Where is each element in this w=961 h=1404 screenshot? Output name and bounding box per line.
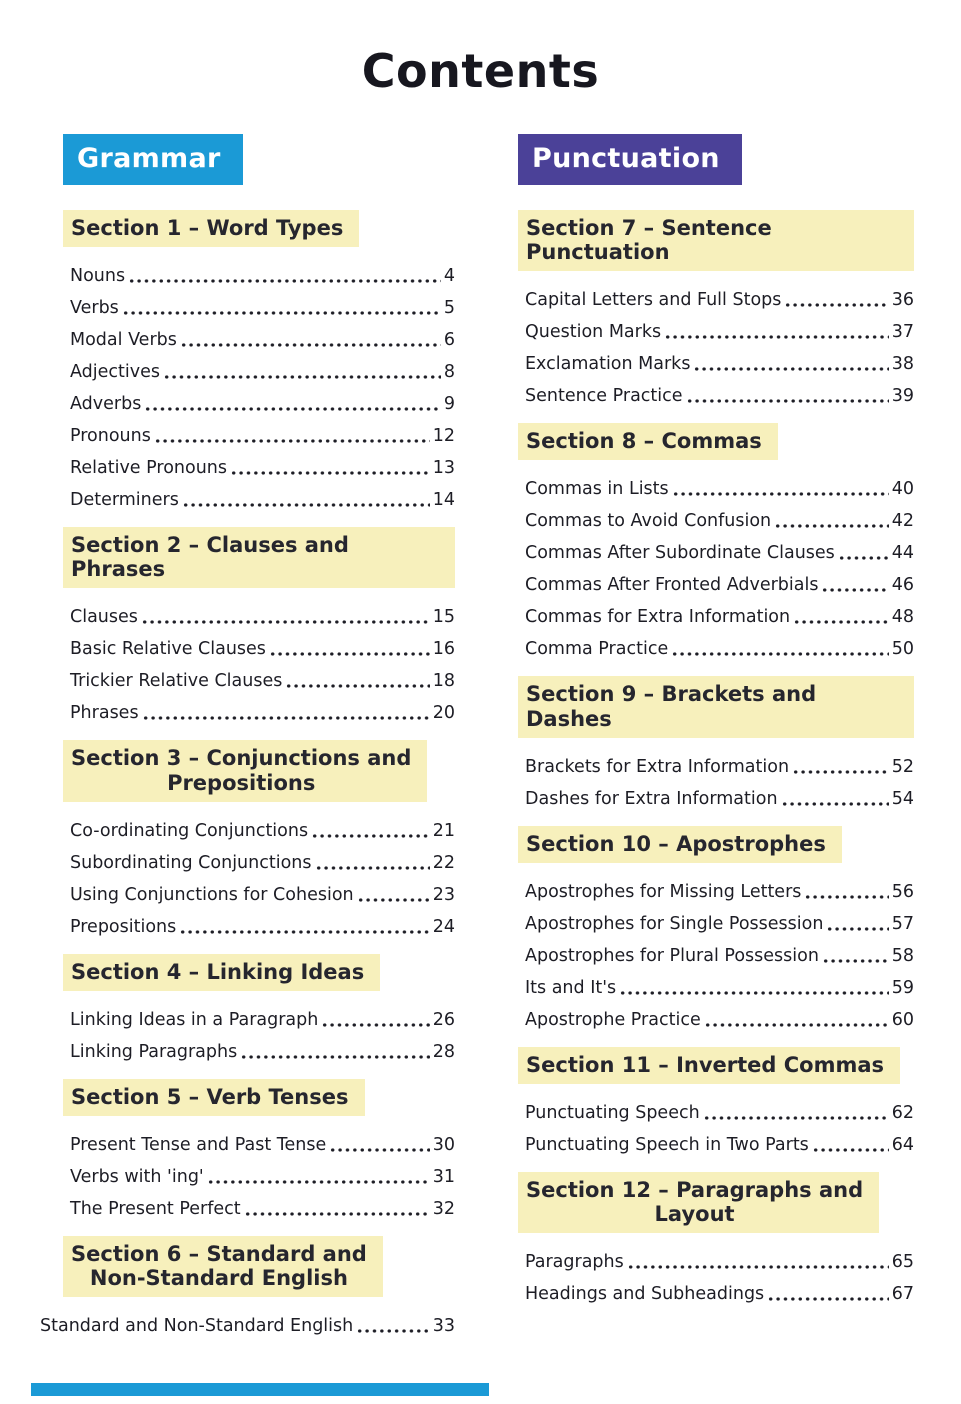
toc-entry-page: 59 xyxy=(891,977,914,998)
toc-entry-label: Paragraphs xyxy=(525,1252,624,1273)
toc-entry xyxy=(518,501,914,533)
section-heading xyxy=(518,423,778,460)
toc-entry xyxy=(63,693,455,725)
toc-entry xyxy=(63,384,455,416)
dot-leader xyxy=(792,762,889,779)
dot-leader xyxy=(240,1047,430,1064)
toc-entry-page: 30 xyxy=(432,1134,455,1155)
toc-entry-page: 42 xyxy=(891,511,914,532)
toc-entry xyxy=(63,843,455,875)
toc-entry-label: Prepositions xyxy=(70,916,177,937)
toc-entry-label: Linking Ideas in a Paragraph xyxy=(70,1009,319,1030)
section-entries xyxy=(40,1306,455,1338)
section-entries xyxy=(63,1000,455,1064)
toc-entry-page: 56 xyxy=(891,881,914,902)
toc-entry-label: Its and It's xyxy=(525,977,617,998)
dot-leader xyxy=(142,709,430,726)
toc-entry xyxy=(518,597,914,629)
section-heading-line1: Section 12 – Paragraphs and xyxy=(526,1177,864,1202)
toc-entry-label: Verbs xyxy=(70,298,119,319)
punctuation-sections xyxy=(518,210,914,1306)
toc-section xyxy=(518,1047,914,1157)
section-heading-line1: Section 1 – Word Types xyxy=(71,216,344,240)
dot-leader xyxy=(269,645,430,662)
dot-leader xyxy=(704,1015,889,1032)
section-heading xyxy=(518,1047,900,1084)
toc-entry-page: 60 xyxy=(891,1009,914,1030)
toc-entry xyxy=(518,747,914,779)
dot-leader xyxy=(311,826,430,843)
toc-entry-label: Punctuating Speech in Two Parts xyxy=(525,1134,809,1155)
toc-section xyxy=(518,826,914,1032)
section-heading-line1: Section 7 – Sentence Punctuation xyxy=(526,216,772,265)
toc-section xyxy=(518,676,914,810)
toc-entry-label: Trickier Relative Clauses xyxy=(70,671,283,692)
toc-entry xyxy=(63,661,455,693)
toc-entry xyxy=(63,1125,455,1157)
toc-entry xyxy=(518,1093,914,1125)
toc-entry xyxy=(518,1274,914,1306)
toc-entry-page: 64 xyxy=(891,1134,914,1155)
dot-leader xyxy=(767,1290,889,1307)
column-header-punctuation: Punctuation xyxy=(518,134,742,185)
toc-entry xyxy=(63,320,455,352)
punctuation-column xyxy=(518,134,914,1353)
toc-entry-page: 46 xyxy=(891,575,914,596)
section-entries xyxy=(63,256,455,512)
section-entries xyxy=(518,1242,914,1306)
dot-leader xyxy=(315,858,430,875)
toc-entry-label: Commas in Lists xyxy=(525,479,669,500)
toc-entry xyxy=(518,469,914,501)
dot-leader xyxy=(664,328,889,345)
toc-entry xyxy=(518,344,914,376)
toc-entry-label: Modal Verbs xyxy=(70,330,177,351)
toc-entry-page: 8 xyxy=(443,362,455,383)
toc-entry xyxy=(63,629,455,661)
toc-entry xyxy=(518,968,914,1000)
toc-entry-page: 65 xyxy=(891,1252,914,1273)
dot-leader xyxy=(329,1140,429,1157)
toc-entry-label: Headings and Subheadings xyxy=(525,1284,765,1305)
dot-leader xyxy=(356,1322,429,1339)
dot-leader xyxy=(163,368,441,385)
toc-entry xyxy=(518,280,914,312)
dot-leader xyxy=(244,1204,430,1221)
toc-section xyxy=(63,954,455,1064)
toc-entry-page: 23 xyxy=(432,884,455,905)
dot-leader xyxy=(141,613,430,630)
toc-section xyxy=(63,1079,455,1221)
toc-entry xyxy=(518,1000,914,1032)
toc-section xyxy=(63,740,455,938)
toc-entry-page: 15 xyxy=(432,607,455,628)
toc-entry-page: 18 xyxy=(432,671,455,692)
toc-entry-label: Commas After Subordinate Clauses xyxy=(525,543,835,564)
dot-leader xyxy=(693,360,888,377)
dot-leader xyxy=(128,272,441,289)
toc-entry xyxy=(518,1125,914,1157)
section-heading xyxy=(63,1079,365,1116)
section-entries xyxy=(63,597,455,725)
section-heading-line2: Layout xyxy=(654,1202,735,1227)
dot-leader xyxy=(619,983,889,1000)
toc-entry-label: Comma Practice xyxy=(525,639,669,660)
toc-section xyxy=(40,1236,455,1338)
section-entries xyxy=(518,469,914,661)
toc-entry-label: Adjectives xyxy=(70,362,160,383)
section-heading xyxy=(63,740,427,801)
dot-leader xyxy=(144,400,441,417)
toc-entry-page: 4 xyxy=(443,266,455,287)
toc-entry-label: Commas to Avoid Confusion xyxy=(525,511,772,532)
toc-section xyxy=(518,210,914,408)
toc-entry xyxy=(518,312,914,344)
toc-entry xyxy=(40,1306,455,1338)
toc-entry-label: Nouns xyxy=(70,266,126,287)
toc-entry-label: Using Conjunctions for Cohesion xyxy=(70,884,354,905)
toc-entry xyxy=(518,872,914,904)
toc-entry-label: The Present Perfect xyxy=(70,1198,241,1219)
toc-entry-page: 36 xyxy=(891,290,914,311)
grammar-column xyxy=(40,134,455,1353)
dot-leader xyxy=(838,549,889,566)
toc-entry-page: 20 xyxy=(432,703,455,724)
dot-leader xyxy=(230,464,430,481)
section-heading-line2: Non-Standard English xyxy=(89,1266,348,1291)
toc-entry-label: Relative Pronouns xyxy=(70,458,227,479)
toc-entry-page: 37 xyxy=(891,322,914,343)
section-entries xyxy=(518,1093,914,1157)
section-heading xyxy=(63,954,380,991)
section-heading-line1: Section 11 – Inverted Commas xyxy=(526,1052,885,1077)
toc-entry-label: Subordinating Conjunctions xyxy=(70,852,312,873)
section-entries xyxy=(63,1125,455,1221)
section-heading-line2: Prepositions xyxy=(167,770,316,795)
toc-entry-page: 33 xyxy=(432,1316,455,1337)
dot-leader xyxy=(321,1015,429,1032)
section-heading-line1: Section 6 – Standard and xyxy=(71,1241,367,1266)
footer-accent-bar xyxy=(31,1383,489,1396)
toc-entry-label: Linking Paragraphs xyxy=(70,1041,238,1062)
dot-leader xyxy=(182,496,430,513)
section-heading xyxy=(63,1236,383,1297)
dot-leader xyxy=(671,645,889,662)
section-heading-line1: Section 5 – Verb Tenses xyxy=(71,1084,349,1109)
toc-section xyxy=(518,1172,914,1306)
toc-entry xyxy=(63,907,455,939)
toc-entry-page: 54 xyxy=(891,788,914,809)
toc-entry xyxy=(518,533,914,565)
toc-entry-page: 12 xyxy=(432,426,455,447)
toc-entry-page: 39 xyxy=(891,386,914,407)
toc-entry xyxy=(63,256,455,288)
toc-entry-page: 14 xyxy=(432,490,455,511)
toc-entry-page: 50 xyxy=(891,639,914,660)
toc-entry xyxy=(63,1189,455,1221)
toc-entry-page: 22 xyxy=(432,852,455,873)
toc-entry-label: Verbs with 'ing' xyxy=(70,1166,204,1187)
toc-entry xyxy=(63,1000,455,1032)
dot-leader xyxy=(179,922,429,939)
section-heading-line1: Section 2 – Clauses and Phrases xyxy=(71,533,349,582)
toc-entry xyxy=(63,448,455,480)
grammar-sections xyxy=(40,210,455,1338)
page-title: Contents xyxy=(361,44,600,98)
toc-entry-label: Adverbs xyxy=(70,394,142,415)
toc-entry-page: 5 xyxy=(443,298,455,319)
toc-entry xyxy=(63,1032,455,1064)
dot-leader xyxy=(826,919,888,936)
toc-entry xyxy=(63,811,455,843)
dot-leader xyxy=(774,517,889,534)
toc-entry-label: Question Marks xyxy=(525,322,662,343)
section-heading xyxy=(518,210,914,271)
section-heading-line1: Section 3 – Conjunctions and xyxy=(71,746,412,771)
toc-entry-label: Pronouns xyxy=(70,426,151,447)
toc-entry-label: Apostrophes for Missing Letters xyxy=(525,881,802,902)
toc-entry-page: 44 xyxy=(891,543,914,564)
toc-entry-label: Punctuating Speech xyxy=(525,1102,700,1123)
dot-leader xyxy=(784,296,888,313)
section-heading xyxy=(518,676,914,737)
toc-entry-label: Standard and Non-Standard English xyxy=(40,1316,354,1337)
toc-entry-page: 31 xyxy=(432,1166,455,1187)
toc-entry xyxy=(63,875,455,907)
toc-entry-label: Apostrophes for Single Possession xyxy=(525,913,824,934)
toc-entry-page: 28 xyxy=(432,1041,455,1062)
toc-entry-label: Apostrophes for Plural Possession xyxy=(525,945,819,966)
toc-entry-label: Sentence Practice xyxy=(525,386,683,407)
toc-entry-label: Dashes for Extra Information xyxy=(525,788,778,809)
toc-entry-page: 52 xyxy=(891,756,914,777)
toc-entry-label: Exclamation Marks xyxy=(525,354,691,375)
section-heading-line1: Section 8 – Commas xyxy=(526,429,762,454)
dot-leader xyxy=(285,677,429,694)
toc-entry-label: Commas After Fronted Adverbials xyxy=(525,575,819,596)
toc-entry xyxy=(518,779,914,811)
toc-entry-page: 62 xyxy=(891,1102,914,1123)
toc-entry-label: Determiners xyxy=(70,490,179,511)
toc-entry-label: Apostrophe Practice xyxy=(525,1009,701,1030)
toc-entry-page: 32 xyxy=(432,1198,455,1219)
dot-leader xyxy=(822,951,889,968)
dot-leader xyxy=(357,890,430,907)
section-heading xyxy=(518,1172,879,1233)
toc-entry-label: Co-ordinating Conjunctions xyxy=(70,820,309,841)
toc-entry-page: 40 xyxy=(891,479,914,500)
dot-leader xyxy=(793,613,889,630)
toc-entry-page: 6 xyxy=(443,330,455,351)
toc-section xyxy=(63,527,455,725)
dot-leader xyxy=(207,1172,430,1189)
toc-entry-page: 67 xyxy=(891,1284,914,1305)
dot-leader xyxy=(122,304,441,321)
toc-entry xyxy=(518,1242,914,1274)
toc-entry-page: 9 xyxy=(443,394,455,415)
toc-entry xyxy=(63,480,455,512)
toc-entry-label: Clauses xyxy=(70,607,138,628)
dot-leader xyxy=(180,336,441,353)
toc-entry-label: Capital Letters and Full Stops xyxy=(525,290,782,311)
section-heading xyxy=(63,527,455,588)
toc-entry-page: 16 xyxy=(432,639,455,660)
toc-entry xyxy=(63,288,455,320)
toc-entry-label: Present Tense and Past Tense xyxy=(70,1134,327,1155)
dot-leader xyxy=(627,1258,889,1275)
section-entries xyxy=(63,811,455,939)
toc-entry-page: 58 xyxy=(891,945,914,966)
contents-page xyxy=(0,44,961,1404)
section-entries xyxy=(518,747,914,811)
dot-leader xyxy=(686,392,889,409)
section-entries xyxy=(518,280,914,408)
section-heading xyxy=(518,826,842,863)
dot-leader xyxy=(821,581,888,598)
toc-section xyxy=(63,210,455,512)
toc-entry-page: 13 xyxy=(432,458,455,479)
toc-entry xyxy=(518,904,914,936)
toc-entry xyxy=(518,565,914,597)
toc-entry xyxy=(518,936,914,968)
toc-entry-page: 26 xyxy=(432,1009,455,1030)
toc-entry-page: 38 xyxy=(891,354,914,375)
toc-entry xyxy=(518,629,914,661)
toc-entry-label: Basic Relative Clauses xyxy=(70,639,266,660)
toc-entry xyxy=(63,416,455,448)
toc-entry-page: 48 xyxy=(891,607,914,628)
toc-columns xyxy=(0,134,961,1353)
section-heading-line1: Section 10 – Apostrophes xyxy=(526,831,826,856)
dot-leader xyxy=(703,1108,889,1125)
toc-section xyxy=(518,423,914,661)
toc-entry-label: Phrases xyxy=(70,703,139,724)
toc-entry xyxy=(63,597,455,629)
toc-entry-page: 57 xyxy=(891,913,914,934)
column-header-grammar: Grammar xyxy=(63,134,243,185)
section-heading-line1: Section 9 – Brackets and Dashes xyxy=(526,682,817,731)
section-heading-line1: Section 4 – Linking Ideas xyxy=(71,959,365,984)
dot-leader xyxy=(154,432,430,449)
toc-entry-label: Brackets for Extra Information xyxy=(525,756,790,777)
toc-entry xyxy=(518,376,914,408)
toc-entry-label: Commas for Extra Information xyxy=(525,607,791,628)
toc-entry-page: 21 xyxy=(432,820,455,841)
dot-leader xyxy=(781,794,889,811)
section-heading xyxy=(63,210,359,247)
toc-entry xyxy=(63,352,455,384)
section-entries xyxy=(518,872,914,1032)
toc-entry-page: 24 xyxy=(432,916,455,937)
dot-leader xyxy=(672,485,889,502)
toc-entry xyxy=(63,1157,455,1189)
dot-leader xyxy=(804,887,888,904)
dot-leader xyxy=(812,1140,889,1157)
